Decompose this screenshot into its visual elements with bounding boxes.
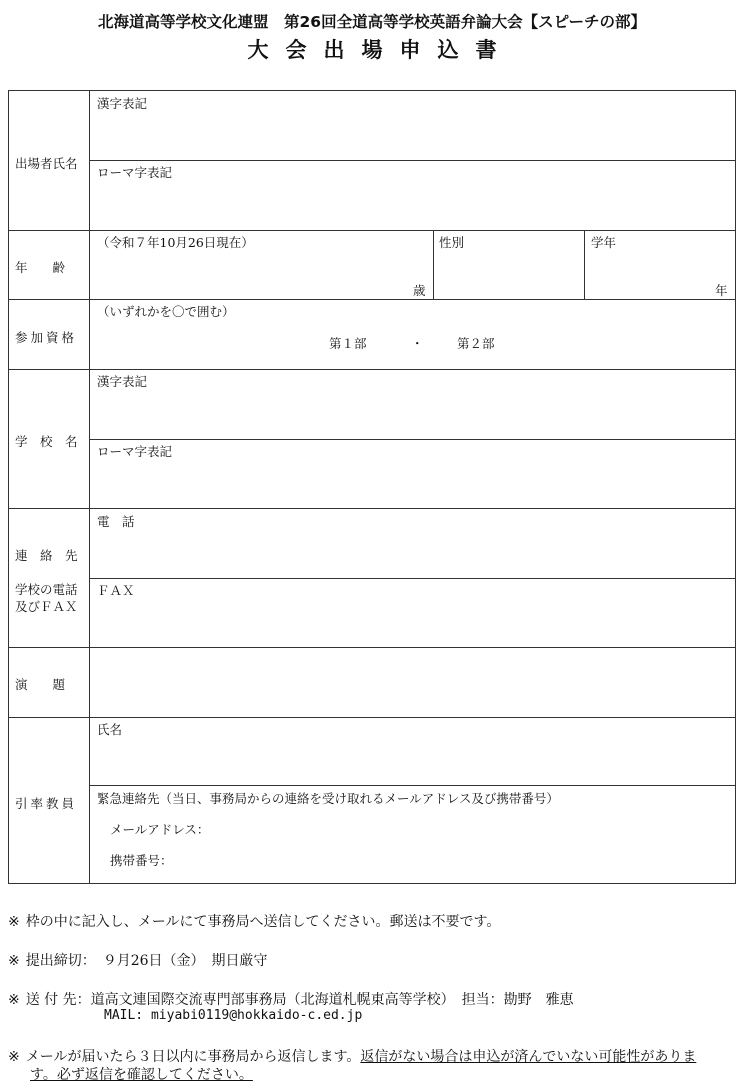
gender-label: 性別 [439, 235, 465, 250]
application-form-table [8, 90, 736, 884]
school-label: 学 校 名 [15, 434, 78, 449]
grade-label: 学年 [591, 235, 617, 250]
age-unit: 歳 [413, 283, 426, 298]
option-separator: ・ [411, 336, 424, 351]
age-label: 年 齢 [15, 260, 66, 275]
form-title: 北海道高等学校文化連盟 第26回全道高等学校英語弁論大会【スピーチの部】 [98, 13, 646, 31]
contact-email[interactable]: MAIL: miyabi0119@hokkaido-c.ed.jp [104, 1008, 363, 1023]
note-address: ※ 送 付 先：道高文連国際交流専門部事務局（北海道札幌東高等学校） 担当：勘野 雅恵 [8, 992, 574, 1008]
contact-sublabel-fax: 及びＦＡＸ [15, 599, 78, 614]
emergency-contact-label: 緊急連絡先（当日、事務局からの連絡を受け取れるメールアドレス及び携帯番号） [97, 791, 559, 806]
note-reply: ※ メールが届いたら３日以内に事務局から返信します。返信がない場合は申込が済んでいない可能性がありま [8, 1049, 697, 1065]
form-subtitle: 大会出場申込書 [247, 38, 514, 62]
teacher-name-label: 氏名 [97, 722, 123, 737]
age-date-note: （令和７年10月26日現在） [97, 235, 254, 250]
email-label: メールアドレス： [110, 822, 210, 837]
school-roman-label: ローマ字表記 [97, 444, 173, 459]
fax-label: ＦＡＸ [97, 583, 135, 598]
qualification-label: 参加資格 [15, 330, 78, 345]
teacher-label: 引率教員 [15, 796, 78, 811]
option-part2[interactable]: 第２部 [457, 336, 495, 351]
note-reply-cont: す。必ず返信を確認してください。 [30, 1067, 253, 1083]
mobile-label: 携帯番号： [110, 853, 173, 868]
qualification-note: （いずれかを〇で囲む） [97, 304, 235, 319]
name-kanji-label: 漢字表記 [97, 96, 148, 111]
note-submit: ※ 枠の中に記入し、メールにて事務局へ送信してください。郵送は不要です。 [8, 914, 501, 930]
name-label: 出場者氏名 [15, 156, 78, 171]
phone-label: 電 話 [97, 514, 135, 529]
school-kanji-label: 漢字表記 [97, 374, 148, 389]
contact-sublabel-phone: 学校の電話 [15, 582, 78, 597]
contact-label: 連 絡 先 [15, 548, 78, 563]
note-deadline: ※ 提出締切： ９月26日（金） 期日厳守 [8, 953, 268, 969]
option-part1[interactable]: 第１部 [329, 336, 367, 351]
grade-unit: 年 [715, 283, 728, 298]
name-roman-label: ローマ字表記 [97, 165, 173, 180]
topic-label: 演 題 [15, 677, 66, 692]
